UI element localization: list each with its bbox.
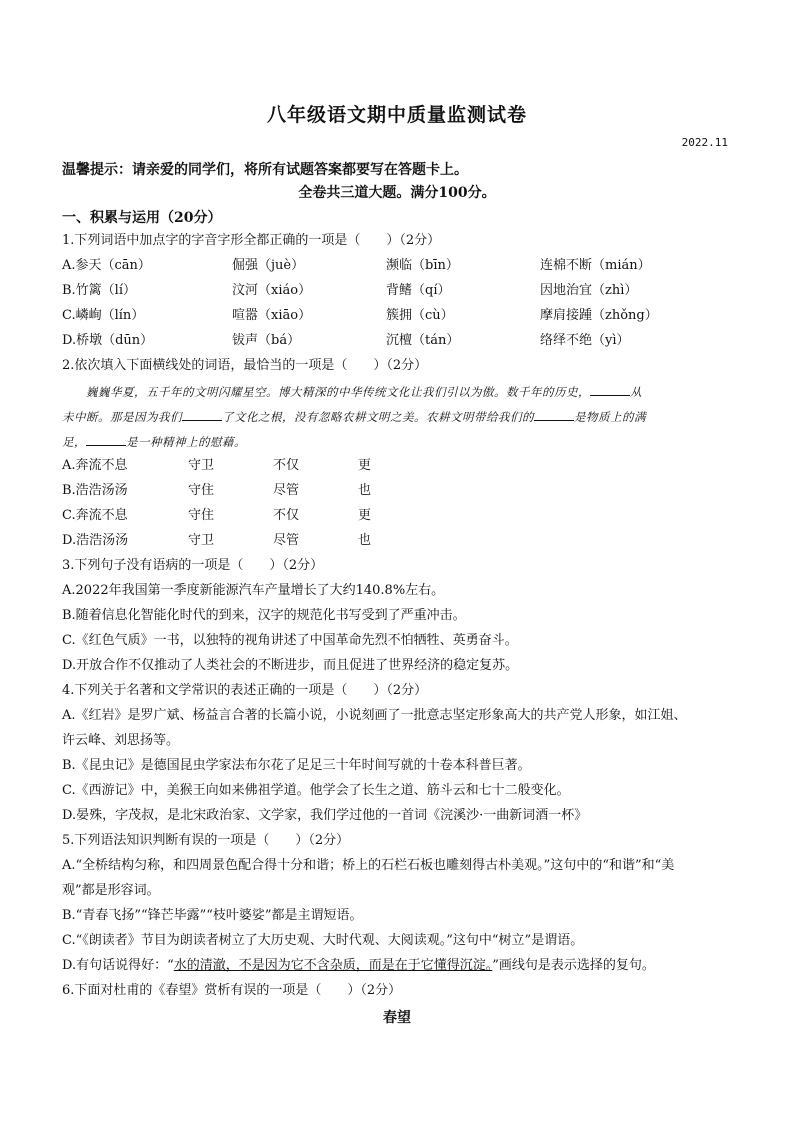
option-cell: 不仅 xyxy=(273,458,300,473)
passage-text: 足， xyxy=(62,435,86,449)
option-cell: A.参天（cān） xyxy=(62,258,151,273)
option-cell: 守卫 xyxy=(188,458,215,473)
question-1-stem: 1.下列词语中加点字的字音字形全都正确的一项是（ ）（2分） xyxy=(62,233,441,248)
fill-blank xyxy=(534,408,574,421)
question-3-option-d: D.开放合作不仅推动了人类社会的不断进步，而且促进了世界经济的稳定复苏。 xyxy=(62,658,519,673)
option-cell: B.浩浩汤汤 xyxy=(62,483,128,498)
passage-text: 是物质上的满 xyxy=(574,410,646,424)
question-4-option-d: D.晏殊，字茂叔，是北宋政治家、文学家，我们学过他的一首词《浣溪沙·一曲新词酒一杯》 xyxy=(62,808,588,823)
option-cell: 钹声（bá） xyxy=(232,333,301,348)
question-5-option-b: B.“青春飞扬”“锋芒毕露”“枝叶婆娑”都是主谓短语。 xyxy=(62,908,363,923)
option-cell: D.浩浩汤汤 xyxy=(62,533,129,548)
section-heading: 一、积累与运用（20分） xyxy=(62,210,222,226)
option-cell: 也 xyxy=(358,533,372,548)
poem-title: 春望 xyxy=(383,1010,411,1026)
question-2-stem: 2.依次填入下面横线处的词语，最恰当的一项是（ ）（2分） xyxy=(62,358,428,373)
passage-text: 巍巍华夏，五千年的文明闪耀星空。博大精深的中华传统文化让我们引以为傲。数千年的历史， xyxy=(86,385,590,399)
option-cell: A.奔流不息 xyxy=(62,458,128,473)
exam-title: 八年级语文期中质量监测试卷 xyxy=(266,104,527,126)
option-cell: 连棉不断（mián） xyxy=(540,258,651,273)
question-4-option-c: C.《西游记》中，美猴王向如来佛祖学道。他学会了长生之道、筋斗云和七十二般变化。 xyxy=(62,783,570,798)
question-5-option-d xyxy=(62,957,655,975)
passage-text: 从 xyxy=(630,385,642,399)
option-cell: 更 xyxy=(358,508,372,523)
warm-tip: 温馨提示：请亲爱的同学们，将所有试题答案都要写在答题卡上。 xyxy=(62,162,468,178)
question-3-option-c: C.《红色气质》一书，以独特的视角讲述了中国革命先烈不怕牺牲、英勇奋斗。 xyxy=(62,633,518,648)
exam-summary: 全卷共三道大题。满分100分。 xyxy=(298,185,496,201)
option-cell: 络绎不绝（yì） xyxy=(540,333,630,348)
passage-text: 了文化之根，没有忽略农耕文明之美。农耕文明带给我们的 xyxy=(222,410,534,424)
option-cell: 更 xyxy=(358,458,372,473)
option-cell: 汶河（xiáo） xyxy=(232,283,312,298)
question-2-passage xyxy=(62,380,732,455)
exam-date: 2022.11 xyxy=(681,136,728,149)
option-cell: B.竹篱（lí） xyxy=(62,283,137,298)
question-4-option-a: A.《红岩》是罗广斌、杨益言合著的长篇小说，小说刻画了一批意志坚定形象高大的共产党人形象，如江姐、 xyxy=(62,708,687,723)
fill-blank xyxy=(86,433,126,446)
option-cell: D.桥墩（dūn） xyxy=(62,333,154,348)
option-cell: 尽管 xyxy=(273,483,300,498)
question-4-option-b: B.《昆虫记》是德国昆虫学家法布尔花了足足三十年时间写就的十卷本科普巨著。 xyxy=(62,758,531,773)
passage-text: 是一种精神上的慰藉。 xyxy=(126,435,246,449)
option-cell: 守住 xyxy=(188,483,215,498)
option-cell: 摩肩接踵（zhǒng） xyxy=(540,308,658,323)
option-cell: 守卫 xyxy=(188,533,215,548)
question-5-option-a-cont: 观”都是形容词。 xyxy=(62,883,160,898)
option-cell: 背鳍（qí） xyxy=(386,283,451,298)
option-cell: 尽管 xyxy=(273,533,300,548)
option-cell: C.嶙峋（lín） xyxy=(62,308,145,323)
option-cell: 守住 xyxy=(188,508,215,523)
question-4-stem: 4.下列关于名著和文学常识的表述正确的一项是（ ）（2分） xyxy=(62,683,428,698)
option-cell: 倔强（juè） xyxy=(232,258,305,273)
option-cell: C.奔流不息 xyxy=(62,508,128,523)
option-cell: 也 xyxy=(358,483,372,498)
question-5-option-a: A.“全桥结构匀称，和四周景色配合得十分和谐；桥上的石栏石板也雕刻得古朴美观。”这句中的“和谐”和“美 xyxy=(62,858,675,873)
option-cell: 沉檀（tán） xyxy=(386,333,460,348)
question-4-option-a-cont: 许云峰、刘思扬等。 xyxy=(62,733,180,748)
question-3-stem: 3.下列句子没有语病的一项是（ ）（2分） xyxy=(62,558,324,573)
fill-blank xyxy=(182,408,222,421)
underlined-sentence: 水的清澈，不是因为它不含杂质，而是在于它懂得沉淀。 xyxy=(173,958,493,973)
option-d-prefix: D.有句话说得好：“ xyxy=(62,958,174,973)
option-cell: 濒临（bīn） xyxy=(386,258,459,273)
fill-blank xyxy=(590,383,630,396)
option-d-suffix: ”画线句是表示选择的复句。 xyxy=(492,958,655,973)
option-cell: 喧嚣（xiāo） xyxy=(232,308,312,323)
question-3-option-b: B.随着信息化智能化时代的到来，汉字的规范化书写受到了严重冲击。 xyxy=(62,608,466,623)
question-6-stem: 6.下面对杜甫的《春望》赏析有误的一项是（ ）（2分） xyxy=(62,983,402,998)
option-cell: 簇拥（cù） xyxy=(386,308,454,323)
question-3-option-a: A.2022年我国第一季度新能源汽车产量增长了大约140.8%左右。 xyxy=(62,583,445,598)
question-5-stem: 5.下列语法知识判断有误的一项是（ ）（2分） xyxy=(62,833,350,848)
option-cell: 不仅 xyxy=(273,508,300,523)
option-cell: 因地治宜（zhì） xyxy=(540,283,638,298)
passage-text: 未中断。那是因为我们 xyxy=(62,410,182,424)
question-5-option-c: C.“《朗读者》节目为朗读者树立了大历史观、大时代观、大阅读观。”这句中“树立”是谓语。 xyxy=(62,933,584,948)
